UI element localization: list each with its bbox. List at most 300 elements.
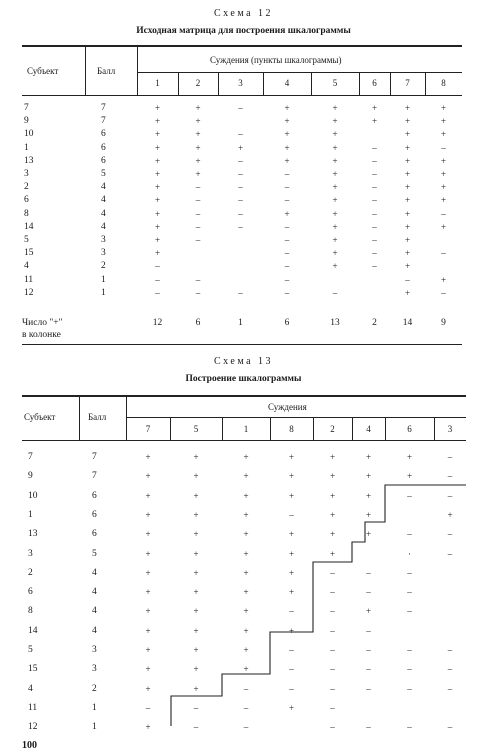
judgment-mark: – — [447, 722, 453, 733]
judgment-mark: + — [243, 529, 249, 540]
scheme-13-title: Построение шкалограммы — [185, 374, 302, 384]
judgment-mark: – — [284, 287, 290, 298]
judgment-mark: + — [365, 606, 372, 617]
judgment-mark: + — [145, 548, 151, 559]
judgment-mark: + — [193, 664, 199, 675]
subject-id: 9 — [28, 471, 33, 482]
score-value: 3 — [101, 235, 106, 245]
plus-count: 1 — [238, 318, 243, 328]
judgment-mark: – — [366, 625, 371, 636]
judgment-mark: + — [193, 490, 199, 501]
item-header: 4 — [284, 78, 290, 88]
subject-id: 2 — [24, 182, 29, 193]
judgment-mark: + — [404, 116, 411, 127]
header-judgments: Суждения — [268, 402, 307, 412]
judgment-mark: – — [407, 490, 412, 501]
judgment-mark: + — [284, 103, 290, 113]
judgment-mark: + — [371, 103, 378, 113]
score-value: 6 — [92, 509, 97, 520]
judgment-mark: + — [404, 142, 411, 153]
judgment-mark: + — [195, 103, 201, 113]
judgment-mark: – — [441, 248, 446, 259]
judgment-mark: + — [154, 155, 161, 166]
judgment-mark: – — [195, 195, 201, 206]
judgment-mark: – — [372, 182, 377, 193]
scheme-12-title: Исходная матрица для построения шкалограммы — [136, 26, 351, 36]
judgment-mark: + — [284, 116, 290, 127]
item-header: 2 — [330, 424, 335, 434]
subject-id: 12 — [24, 287, 34, 298]
judgment-mark: + — [329, 529, 336, 540]
scheme-12-label: Схема 12 — [213, 8, 274, 19]
score-value: 7 — [92, 471, 97, 482]
judgment-mark: – — [407, 683, 412, 694]
judgment-mark: + — [284, 142, 290, 153]
judgment-mark: – — [407, 645, 412, 655]
judgment-mark: – — [330, 683, 335, 694]
judgment-mark: – — [330, 645, 335, 655]
judgment-mark: + — [193, 509, 199, 520]
subject-id: 1 — [24, 142, 29, 153]
judgment-mark: – — [284, 274, 290, 285]
judgment-mark: – — [155, 274, 160, 285]
judgment-mark: + — [193, 452, 199, 462]
judgment-mark: – — [330, 664, 335, 675]
judgment-mark: + — [440, 182, 447, 193]
plus-count: 14 — [402, 318, 413, 328]
score-value: 6 — [101, 142, 106, 153]
score-value: 6 — [92, 529, 97, 540]
judgment-mark: + — [195, 169, 201, 179]
subject-id: 5 — [28, 645, 33, 655]
judgment-mark: – — [441, 208, 446, 219]
score-value: 7 — [92, 452, 97, 462]
judgment-mark: – — [330, 702, 335, 713]
judgment-mark: + — [193, 625, 199, 636]
item-header: 8 — [441, 78, 446, 88]
item-header: 3 — [238, 78, 243, 88]
item-header: 1 — [243, 424, 249, 434]
header-subject: Субъект — [27, 66, 59, 76]
judgment-mark: + — [193, 683, 199, 694]
judgment-mark: + — [288, 529, 295, 540]
subject-id: 6 — [24, 195, 29, 206]
judgment-mark: + — [288, 702, 295, 713]
judgment-mark: – — [289, 645, 294, 655]
judgment-mark: + — [284, 155, 290, 166]
judgment-mark: – — [372, 248, 377, 259]
judgment-mark: – — [284, 248, 290, 259]
plus-count: 6 — [195, 318, 201, 328]
judgment-mark: + — [193, 587, 199, 598]
judgment-mark: – — [372, 208, 377, 219]
header-subject: Субъект — [24, 412, 56, 422]
judgment-mark: + — [440, 129, 447, 140]
subject-id: 7 — [28, 452, 33, 462]
score-value: 4 — [101, 221, 106, 232]
judgment-mark: + — [371, 116, 378, 127]
score-value: 4 — [92, 625, 97, 636]
score-value: 4 — [101, 182, 106, 193]
judgment-mark: + — [145, 625, 151, 636]
judgment-mark: – — [372, 155, 377, 166]
judgment-mark: – — [195, 208, 201, 219]
judgment-mark: + — [193, 529, 199, 540]
subject-id: 2 — [28, 567, 33, 578]
subject-id: 3 — [28, 548, 33, 559]
judgment-mark: + — [154, 169, 161, 179]
judgment-mark: – — [289, 683, 294, 694]
judgment-mark: – — [145, 702, 151, 713]
score-value: 7 — [101, 103, 106, 113]
judgment-mark: + — [404, 248, 411, 259]
judgment-mark: – — [195, 287, 201, 298]
judgment-mark: + — [329, 471, 336, 482]
judgment-mark: + — [329, 548, 336, 559]
item-header: 5 — [332, 78, 338, 88]
judgment-mark: + — [404, 129, 411, 140]
score-value: 1 — [92, 702, 97, 713]
judgment-mark: – — [447, 683, 453, 694]
judgment-mark: – — [284, 195, 290, 206]
item-header: 6 — [407, 424, 412, 434]
judgment-mark: – — [366, 567, 371, 578]
judgment-mark: + — [332, 235, 338, 245]
judgment-mark: – — [193, 722, 199, 733]
judgment-mark: – — [372, 221, 377, 232]
judgment-mark: + — [145, 606, 151, 617]
subject-id: 10 — [24, 129, 34, 140]
judgment-mark: + — [440, 116, 447, 127]
item-header: 6 — [372, 78, 377, 88]
judgment-mark: + — [332, 261, 338, 272]
judgment-mark: – — [407, 529, 412, 540]
judgment-mark: – — [366, 587, 371, 598]
judgment-mark: – — [447, 452, 453, 462]
subject-id: 13 — [24, 155, 34, 166]
judgment-mark: + — [440, 274, 447, 285]
plus-count: 12 — [152, 318, 163, 328]
judgment-mark: + — [243, 509, 249, 520]
judgment-mark: – — [447, 471, 453, 482]
judgment-mark: – — [289, 509, 294, 520]
judgment-mark: – — [447, 548, 453, 559]
judgment-mark: – — [447, 529, 453, 540]
judgment-mark: – — [238, 195, 243, 206]
judgment-mark: + — [365, 452, 372, 462]
judgment-mark: + — [145, 587, 151, 598]
header-score: Балл — [88, 412, 107, 422]
judgment-mark: + — [243, 452, 249, 462]
score-value: 4 — [92, 567, 97, 578]
score-value: 2 — [92, 683, 97, 694]
judgment-mark: – — [447, 645, 453, 655]
header-judgments: Суждения (пункты шкалограммы) — [210, 55, 342, 65]
judgment-mark: – — [441, 142, 446, 153]
judgment-mark: + — [440, 103, 447, 113]
judgment-mark: – — [330, 625, 335, 636]
judgment-mark: – — [284, 235, 290, 245]
judgment-mark: + — [365, 509, 372, 520]
judgment-mark: – — [155, 261, 160, 272]
judgment-mark: – — [195, 274, 201, 285]
score-value: 4 — [92, 587, 97, 598]
judgment-mark: – — [447, 664, 453, 675]
judgment-mark: – — [407, 587, 412, 598]
judgment-mark: + — [154, 116, 161, 127]
item-header: 7 — [405, 78, 410, 88]
subject-id: 6 — [28, 587, 33, 598]
judgment-mark: + — [404, 287, 411, 298]
judgment-mark: – — [195, 182, 201, 193]
plus-count: 2 — [372, 318, 377, 328]
judgment-mark: + — [404, 235, 411, 245]
judgment-mark: – — [284, 221, 290, 232]
judgment-mark: + — [195, 155, 201, 166]
judgment-mark: + — [243, 548, 249, 559]
score-value: 1 — [92, 722, 97, 733]
judgment-mark: – — [366, 683, 371, 694]
judgment-mark: + — [284, 129, 290, 140]
subject-id: 8 — [24, 208, 29, 219]
judgment-mark: – — [238, 103, 243, 113]
judgment-mark: – — [195, 221, 201, 232]
judgment-mark: + — [243, 645, 249, 655]
header-score: Балл — [97, 66, 116, 76]
judgment-mark: – — [372, 261, 377, 272]
judgment-mark: – — [330, 722, 335, 733]
judgment-mark: – — [441, 287, 446, 298]
judgment-mark: + — [406, 471, 413, 482]
judgment-mark: + — [154, 248, 161, 259]
subject-id: 12 — [28, 722, 38, 733]
judgment-mark: + — [332, 221, 338, 232]
judgment-mark: + — [145, 471, 151, 482]
score-value: 2 — [101, 261, 106, 272]
plus-count: 9 — [441, 318, 446, 328]
judgment-mark: + — [243, 625, 249, 636]
judgment-mark: + — [145, 664, 151, 675]
judgment-mark: + — [404, 221, 411, 232]
score-value: 6 — [101, 129, 106, 140]
item-header: 3 — [447, 424, 453, 434]
judgment-mark: – — [238, 182, 243, 193]
judgment-mark: + — [332, 103, 338, 113]
judgment-mark: + — [193, 645, 199, 655]
judgment-mark: – — [289, 664, 294, 675]
count-label: Число "+" — [22, 318, 63, 328]
judgment-mark: + — [440, 195, 447, 206]
subject-id: 14 — [24, 221, 34, 232]
judgment-mark: + — [288, 490, 295, 501]
judgment-mark: + — [332, 208, 338, 219]
judgment-mark: + — [404, 261, 411, 272]
judgment-mark: + — [193, 606, 199, 617]
judgment-mark: + — [193, 567, 199, 578]
judgment-mark: + — [365, 529, 372, 540]
subject-id: 10 — [28, 490, 38, 501]
item-header: 8 — [289, 424, 294, 434]
judgment-mark: + — [288, 587, 295, 598]
judgment-mark: + — [243, 490, 249, 501]
judgment-mark: + — [288, 471, 295, 482]
judgment-mark: + — [332, 182, 338, 193]
judgment-mark: + — [243, 567, 249, 578]
judgment-mark: + — [404, 182, 411, 193]
judgment-mark: + — [288, 567, 295, 578]
judgment-mark: – — [243, 702, 249, 713]
page-number: 100 — [22, 740, 37, 751]
subject-id: 15 — [28, 664, 38, 675]
plus-count: 13 — [330, 318, 340, 328]
judgment-mark: + — [193, 471, 199, 482]
judgment-mark: – — [195, 235, 201, 245]
judgment-mark: + — [447, 509, 453, 520]
judgment-mark: + — [145, 567, 151, 578]
count-label-cont: в колонке — [22, 330, 61, 340]
subject-id: 5 — [24, 235, 29, 245]
scheme-13-label: Схема 13 — [213, 356, 274, 367]
judgment-mark: + — [329, 490, 336, 501]
judgment-mark: + — [195, 142, 201, 153]
judgment-mark: + — [332, 116, 338, 127]
judgment-mark: + — [332, 129, 338, 140]
judgment-mark: + — [404, 169, 411, 179]
judgment-mark: + — [284, 208, 290, 219]
judgment-mark: + — [154, 235, 161, 245]
score-value: 1 — [101, 287, 106, 298]
judgment-mark: + — [404, 103, 411, 113]
judgment-mark: – — [238, 155, 243, 166]
judgment-mark: – — [407, 567, 412, 578]
score-value: 4 — [101, 208, 106, 219]
judgment-mark: – — [366, 645, 371, 655]
item-header: 2 — [195, 78, 201, 88]
judgment-mark: – — [284, 261, 290, 272]
judgment-mark: – — [284, 169, 290, 179]
judgment-mark: – — [289, 606, 294, 617]
subject-id: 11 — [28, 702, 38, 713]
judgment-mark: – — [238, 287, 243, 298]
subject-id: 4 — [28, 683, 33, 694]
judgment-mark: + — [195, 116, 201, 127]
judgment-mark: – — [330, 587, 335, 598]
plus-count: 6 — [284, 318, 290, 328]
judgment-mark: + — [195, 129, 201, 140]
judgment-mark: + — [243, 606, 249, 617]
judgment-mark: + — [154, 129, 161, 140]
score-value: 3 — [92, 645, 97, 655]
score-value: 4 — [101, 195, 106, 206]
subject-id: 1 — [28, 509, 33, 520]
judgment-mark: – — [238, 169, 243, 179]
judgment-mark: – — [238, 221, 243, 232]
judgment-mark: + — [365, 490, 372, 501]
judgment-mark: + — [145, 509, 151, 520]
judgment-mark: – — [372, 142, 377, 153]
judgment-mark: · — [408, 548, 411, 559]
judgment-mark: – — [284, 182, 290, 193]
judgment-mark: + — [329, 509, 336, 520]
judgment-mark: + — [154, 142, 161, 153]
judgment-mark: + — [332, 142, 338, 153]
subject-id: 15 — [24, 248, 34, 259]
judgment-mark: – — [238, 208, 243, 219]
score-value: 4 — [92, 606, 97, 617]
judgment-mark: + — [332, 155, 338, 166]
judgment-mark: – — [372, 235, 377, 245]
judgment-mark: – — [330, 567, 335, 578]
item-header: 7 — [145, 424, 151, 434]
judgment-mark: – — [332, 287, 338, 298]
judgment-mark: + — [145, 529, 151, 540]
judgment-mark: + — [145, 490, 151, 501]
judgment-mark: + — [440, 155, 447, 166]
judgment-mark: + — [154, 221, 161, 232]
subject-id: 9 — [24, 116, 29, 127]
judgment-mark: + — [243, 471, 249, 482]
judgment-mark: – — [372, 169, 377, 179]
score-value: 7 — [101, 116, 106, 127]
judgment-mark: – — [407, 664, 412, 675]
judgment-mark: – — [366, 664, 371, 675]
judgment-mark: – — [193, 702, 199, 713]
score-value: 1 — [101, 274, 106, 285]
judgment-mark: + — [154, 103, 161, 113]
judgment-mark: + — [154, 208, 161, 219]
judgment-mark: – — [330, 606, 335, 617]
judgment-mark: + — [145, 722, 151, 733]
item-header: 5 — [193, 424, 199, 434]
judgment-mark: + — [193, 548, 199, 559]
judgment-mark: – — [366, 722, 371, 733]
judgment-mark: – — [407, 722, 412, 733]
score-value: 5 — [92, 548, 97, 559]
judgment-mark: + — [288, 548, 295, 559]
judgment-mark: – — [447, 490, 453, 501]
score-value: 3 — [92, 664, 97, 675]
judgment-mark: + — [288, 452, 295, 462]
subject-id: 4 — [24, 261, 29, 272]
judgment-mark: + — [145, 683, 151, 694]
judgment-mark: + — [332, 248, 338, 259]
judgment-mark: + — [332, 169, 338, 179]
item-header: 1 — [155, 78, 160, 88]
judgment-mark: + — [404, 208, 411, 219]
judgment-mark: + — [332, 195, 338, 206]
judgment-mark: + — [145, 645, 151, 655]
judgment-mark: + — [237, 142, 244, 153]
judgment-mark: + — [154, 195, 161, 206]
subject-id: 8 — [28, 606, 33, 617]
judgment-mark: – — [155, 287, 160, 298]
judgment-mark: – — [243, 722, 249, 733]
judgment-mark: + — [406, 452, 413, 462]
subject-id: 13 — [28, 529, 38, 540]
item-header: 4 — [366, 424, 371, 434]
judgment-mark: + — [154, 182, 161, 193]
subject-id: 14 — [28, 625, 38, 636]
score-value: 5 — [101, 169, 106, 179]
judgment-mark: + — [440, 169, 447, 179]
subject-id: 3 — [24, 169, 29, 179]
judgment-mark: – — [243, 683, 249, 694]
subject-id: 11 — [24, 274, 34, 285]
judgment-mark: – — [405, 274, 410, 285]
judgment-mark: – — [372, 195, 377, 206]
judgment-mark: + — [404, 195, 411, 206]
judgment-mark: + — [329, 452, 336, 462]
